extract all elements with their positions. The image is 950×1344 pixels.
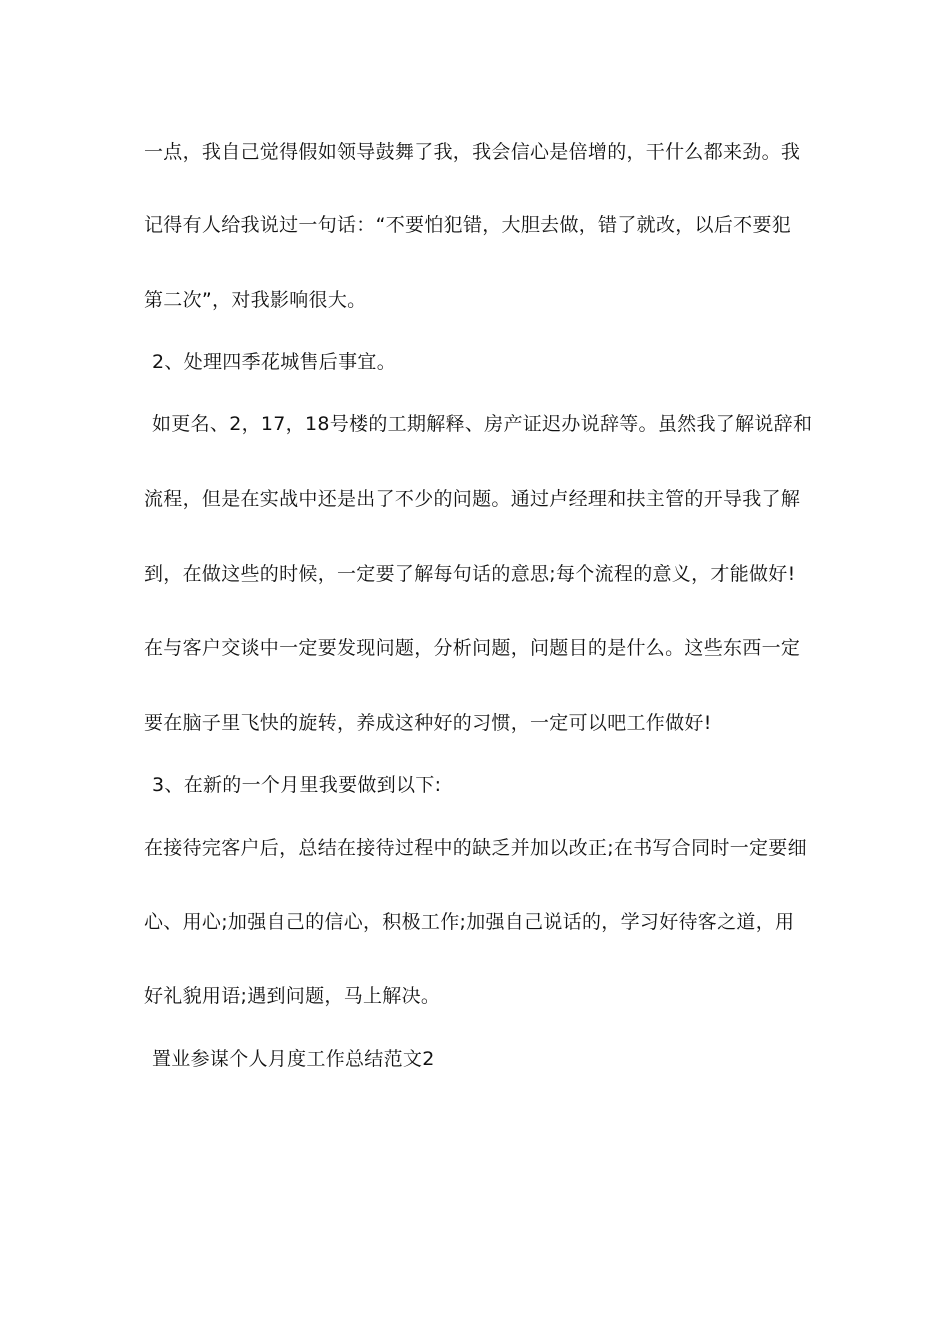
paragraph-line: 在与客户交谈中一定要发现问题，分析问题，问题目的是什么。这些东西一定	[144, 637, 801, 659]
paragraph-line: 心、用心;加强自己的信心，积极工作;加强自己说话的，学习好待客之道，用	[144, 911, 795, 933]
section-heading: 3、在新的一个月里我要做到以下:	[152, 774, 442, 796]
paragraph-line: 到，在做这些的时候，一定要了解每句话的意思;每个流程的意义，才能做好!	[144, 563, 796, 585]
paragraph-line: 第二次”，对我影响很大。	[144, 289, 367, 311]
document-heading: 置业参谋个人月度工作总结范文2	[152, 1048, 435, 1070]
paragraph-line: 一点，我自己觉得假如领导鼓舞了我，我会信心是倍增的，干什么都来劲。我	[144, 141, 801, 163]
paragraph-line: 好礼貌用语;遇到问题，马上解决。	[144, 985, 441, 1007]
paragraph-line: 在接待完客户后，总结在接待过程中的缺乏并加以改正;在书写合同时一定要细	[144, 837, 807, 859]
paragraph-line: 如更名、2，17，18号楼的工期解释、房产证迟办说辞等。虽然我了解说辞和	[152, 413, 813, 435]
paragraph-line: 流程，但是在实战中还是出了不少的问题。通过卢经理和扶主管的开导我了解	[144, 488, 801, 510]
paragraph-line: 要在脑子里飞快的旋转，养成这种好的习惯，一定可以吧工作做好!	[144, 712, 712, 734]
section-heading: 2、处理四季花城售后事宜。	[152, 351, 396, 373]
paragraph-line: 记得有人给我说过一句话：“不要怕犯错，大胆去做，错了就改，以后不要犯	[144, 214, 792, 236]
